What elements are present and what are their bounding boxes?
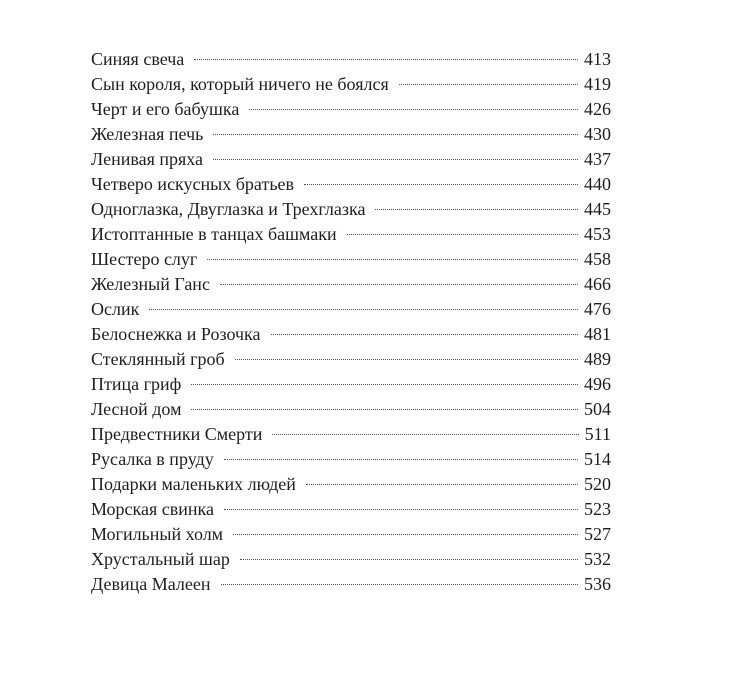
toc-entry-title: Ленивая пряха: [91, 149, 204, 169]
toc-entry-page: 527: [584, 524, 611, 544]
toc-entry-page: 440: [584, 174, 611, 194]
toc-entry-title: Предвестники Смерти: [91, 424, 263, 444]
toc-entry-page: 426: [584, 99, 611, 119]
dot-leader: [272, 434, 578, 435]
toc-entry-page: 514: [584, 449, 611, 469]
toc-entry-title: Стеклянный гроб: [91, 349, 225, 369]
toc-entry-title: Могильный холм: [91, 524, 224, 544]
toc-entry-page: 532: [584, 549, 611, 569]
toc-entry-page: 419: [584, 74, 611, 94]
toc-entry: [91, 522, 611, 547]
toc-entry: [91, 472, 611, 497]
toc-entry-page: 476: [584, 299, 611, 319]
toc-entry-page: 453: [584, 224, 611, 244]
toc-entry-title: Железная печь: [91, 124, 204, 144]
toc-entry-title: Русалка в пруду: [91, 449, 214, 469]
dot-leader: [249, 109, 578, 110]
dot-leader: [233, 534, 578, 535]
toc-entry-page: 520: [584, 474, 611, 494]
toc-entry-page: 511: [584, 424, 611, 444]
toc-entry: [91, 422, 611, 447]
toc-entry-title: Белоснежка и Розочка: [91, 324, 261, 344]
toc-entry-title: Подарки маленьких людей: [91, 474, 296, 494]
toc-entry: [91, 447, 611, 472]
toc-entry: [91, 197, 611, 222]
toc-entry: [91, 47, 611, 72]
dot-leader: [221, 584, 579, 585]
dot-leader: [191, 409, 578, 410]
dot-leader: [399, 84, 578, 85]
toc-entry-title: Черт и его бабушка: [91, 99, 240, 119]
toc-entry: [91, 547, 611, 572]
toc-entry-title: Хрустальный шар: [91, 549, 230, 569]
dot-leader: [191, 384, 578, 385]
toc-entry-page: 413: [584, 49, 611, 69]
toc-entry: [91, 572, 611, 597]
dot-leader: [304, 184, 578, 185]
toc-entry-title: Четверо искусных братьев: [91, 174, 295, 194]
toc-entry-page: 536: [584, 574, 611, 594]
toc-entry-title: Истоптанные в танцах башмаки: [91, 224, 337, 244]
toc-entry: [91, 397, 611, 422]
toc-entry-title: Ослик: [91, 299, 140, 319]
toc-entry-title: Сын короля, который ничего не боялся: [91, 74, 389, 94]
toc-entry: [91, 72, 611, 97]
dot-leader: [149, 309, 578, 310]
toc-entry-title: Одноглазка, Двуглазка и Трехглазка: [91, 199, 366, 219]
toc-entry: [91, 122, 611, 147]
toc-entry-page: 466: [584, 274, 611, 294]
toc-entry: [91, 497, 611, 522]
toc-entry-page: 523: [584, 499, 611, 519]
toc-entry: [91, 247, 611, 272]
dot-leader: [235, 359, 578, 360]
toc-entry-title: Девица Малеен: [91, 574, 211, 594]
toc-entry: [91, 372, 611, 397]
table-of-contents: [91, 47, 611, 597]
toc-entry-title: Железный Ганс: [91, 274, 210, 294]
dot-leader: [213, 134, 578, 135]
dot-leader: [240, 559, 578, 560]
toc-entry-page: 437: [584, 149, 611, 169]
toc-entry: [91, 172, 611, 197]
dot-leader: [194, 59, 578, 60]
toc-entry: [91, 272, 611, 297]
toc-entry-title: Синяя свеча: [91, 49, 185, 69]
toc-entry: [91, 97, 611, 122]
dot-leader: [224, 509, 578, 510]
toc-entry-title: Лесной дом: [91, 399, 182, 419]
toc-entry-page: 458: [584, 249, 611, 269]
toc-entry-title: Шестеро слуг: [91, 249, 198, 269]
toc-entry-page: 504: [584, 399, 611, 419]
toc-entry-title: Морская свинка: [91, 499, 215, 519]
dot-leader: [271, 334, 578, 335]
dot-leader: [220, 284, 578, 285]
toc-entry: [91, 222, 611, 247]
toc-entry: [91, 322, 611, 347]
dot-leader: [207, 259, 578, 260]
toc-entry: [91, 147, 611, 172]
dot-leader: [213, 159, 578, 160]
dot-leader: [375, 209, 578, 210]
toc-entry-page: 481: [584, 324, 611, 344]
toc-entry-page: 496: [584, 374, 611, 394]
toc-entry: [91, 347, 611, 372]
toc-entry: [91, 297, 611, 322]
toc-entry-page: 430: [584, 124, 611, 144]
dot-leader: [306, 484, 578, 485]
toc-entry-title: Птица гриф: [91, 374, 182, 394]
toc-entry-page: 445: [584, 199, 611, 219]
dot-leader: [347, 234, 578, 235]
dot-leader: [224, 459, 578, 460]
toc-entry-page: 489: [584, 349, 611, 369]
